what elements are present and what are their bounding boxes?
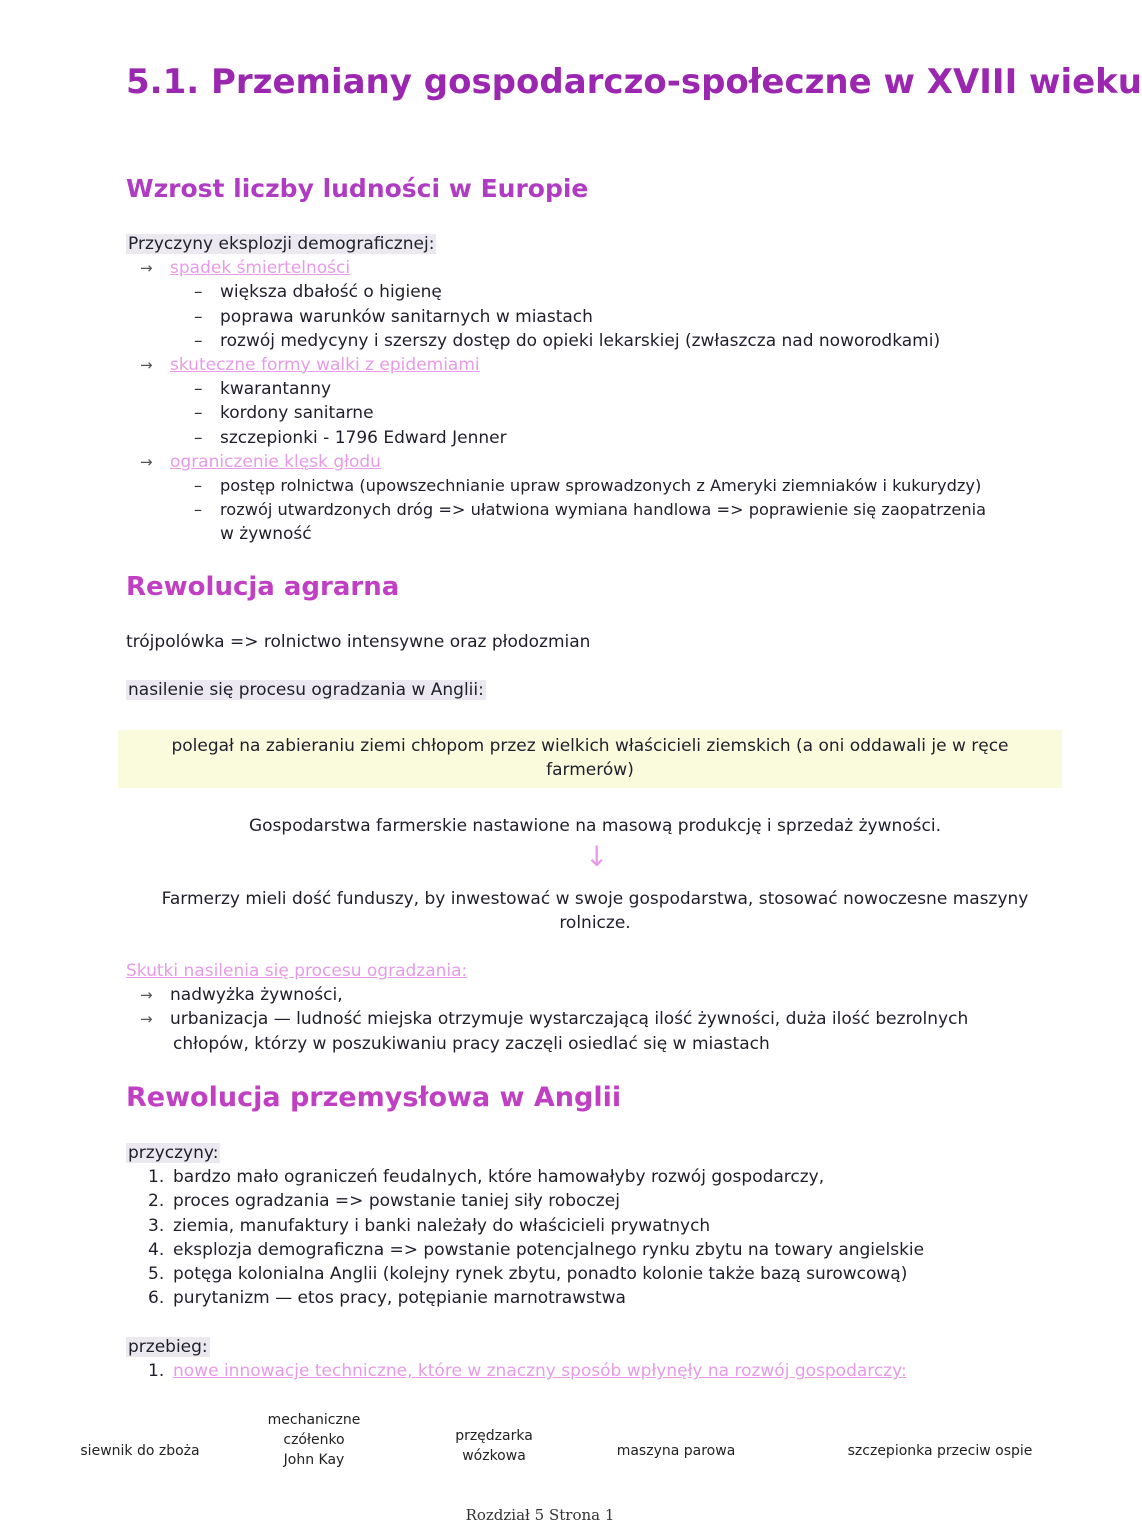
agrarian-intro <box>126 630 1060 654</box>
enclosure-label: nasilenie się procesu ogradzania w Anglii: <box>128 680 484 700</box>
effects-label: Skutki nasilenia się procesu ogradzania: <box>126 961 468 981</box>
dash-bullet: – <box>194 403 203 424</box>
list-item: 1. bardzo mało ograniczeń feudalnych, które hamowałyby rozwój gospodarczy, <box>148 1167 825 1188</box>
arrow-right-icon: → <box>140 259 153 278</box>
cause-group <box>140 256 1060 280</box>
agrarian-line: trójpolówka => rolnictwo intensywne oraz płodozmian <box>126 632 591 652</box>
dash-bullet: – <box>194 379 203 400</box>
list-item: 6. purytanizm — etos pracy, potępianie marnotrawstwa <box>148 1288 626 1309</box>
farm-statement: Gospodarstwa farmerskie nastawione na masową produkcję i sprzedaż żywności. <box>248 816 942 836</box>
cause-group-title: skuteczne formy walki z epidemiami <box>170 354 480 375</box>
innovation-smallpox-vaccine: szczepionka przeciw ospie <box>847 1443 1033 1459</box>
list-item: 3. ziemia, manufaktury i banki należały do właścicieli prywatnych <box>148 1215 711 1236</box>
page-footer: Rozdział 5 Strona 1 <box>465 1506 615 1524</box>
innovation-spinning-jenny: przędzarka wózkowa <box>455 1428 533 1464</box>
list-item-continuation: chłopów, którzy w poszukiwaniu pracy zaczęli osiedlać się w miastach <box>173 1033 770 1054</box>
innovation-seed-drill: siewnik do zboża <box>80 1443 200 1459</box>
list-item: → urbanizacja — ludność miejska otrzymuje wystarczającą ilość żywności, duża ilość bezrolnych <box>140 1009 969 1030</box>
list-item: – rozwój medycyny i szerszy dostęp do opieki lekarskiej (zwłaszcza nad noworodkami) <box>194 330 941 351</box>
industrial-course <box>126 1335 1060 1383</box>
arrow-right-icon: → <box>140 986 153 1005</box>
section-heading-agrarian: Rewolucja agrarna <box>126 572 400 602</box>
list-item: → nadwyżka żywności, <box>140 985 343 1006</box>
list-item: 4. eksplozja demograficzna => powstanie potencjalnego rynku zbytu na towary angielskie <box>148 1239 925 1260</box>
innovation-flying-shuttle: mechaniczne czółenko John Kay <box>267 1412 361 1468</box>
dash-bullet: – <box>194 306 203 327</box>
cause-group-title: spadek śmiertelności <box>170 258 351 279</box>
farm-result: Farmerzy mieli dość funduszy, by inwestować w swoje gospodarstwa, stosować nowoczesne maszyny rolnicze. <box>161 889 1029 933</box>
enclosure-effects <box>126 959 1060 1056</box>
dash-bullet: – <box>194 500 203 520</box>
section-heading-population: Wzrost liczby ludności w Europie <box>126 174 589 203</box>
highlight-box <box>118 730 1062 788</box>
arrow-right-icon: → <box>140 355 153 374</box>
list-item: 5. potęga kolonialna Anglii (kolejny rynek zbytu, ponadto kolonie także bazą surowcową) <box>148 1263 908 1284</box>
list-item: – postęp rolnictwa (upowszechnianie upraw sprowadzonych z Ameryki ziemniaków i kukurydzy) <box>194 474 1060 498</box>
arrow-right-icon: → <box>140 452 153 471</box>
arrow-right-icon: → <box>140 1010 153 1029</box>
highlight-line: polegał na zabieraniu ziemi chłopom przez wielkich właścicieli ziemskich (a oni oddawali je w ręce <box>171 736 1009 756</box>
list-item: – większa dbałość o higienę <box>194 282 442 303</box>
causes-label: przyczyny: <box>128 1143 219 1163</box>
cause-group <box>140 353 1060 377</box>
industrial-causes <box>126 1141 1060 1310</box>
page-title: 5.1. Przemiany gospodarczo-społeczne w XVIII wieku <box>126 62 1142 102</box>
list-item: – szczepionki - 1796 Edward Jenner <box>194 427 507 448</box>
dash-bullet: – <box>194 330 203 351</box>
dash-bullet: – <box>194 475 203 495</box>
course-label: przebieg: <box>128 1337 208 1357</box>
list-item: 2. proces ogradzania => powstanie taniej siły roboczej <box>148 1191 620 1212</box>
causes-label: Przyczyny eksplozji demograficznej: <box>128 234 435 254</box>
list-item: – poprawa warunków sanitarnych w miastach <box>194 306 593 327</box>
cause-group <box>140 450 1060 474</box>
dash-bullet: – <box>194 282 203 303</box>
highlight-line: farmerów) <box>546 760 634 780</box>
dash-bullet: – <box>194 427 203 448</box>
list-item: 1. nowe innowacje techniczne, które w znaczny sposób wpłynęły na rozwój gospodarczy: <box>148 1361 907 1382</box>
list-item: – kordony sanitarne <box>194 403 374 424</box>
population-causes <box>126 232 1060 546</box>
section-heading-industrial: Rewolucja przemysłowa w Anglii <box>126 1082 622 1113</box>
cause-group-title: ograniczenie klęsk głodu <box>170 451 381 472</box>
arrow-down-icon: ↓ <box>585 840 609 873</box>
enclosure-label-row <box>126 678 1060 702</box>
innovation-steam-engine: maszyna parowa <box>616 1443 736 1459</box>
list-item-continuation: w żywność <box>220 524 312 545</box>
list-item: – kwarantanny <box>194 379 332 400</box>
list-item: – rozwój utwardzonych dróg => ułatwiona wymiana handlowa => poprawienie się zaopatrzenia <box>194 498 1060 522</box>
